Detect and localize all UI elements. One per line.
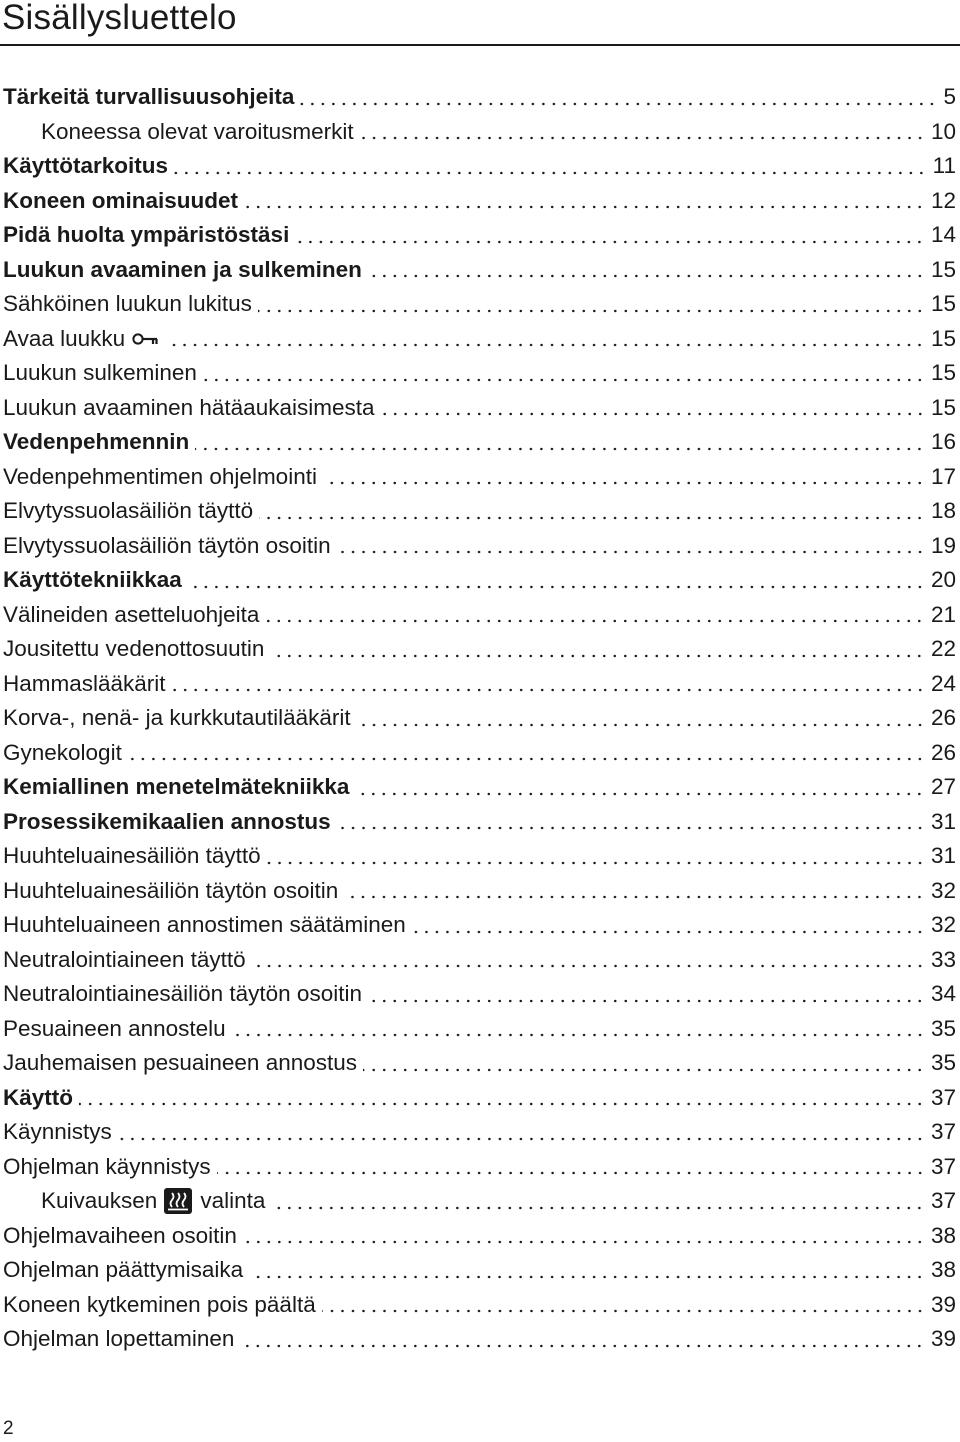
toc-entry-label: Elvytyssuolasäiliön täytön osoitin bbox=[3, 532, 331, 558]
toc-entry-page: 38 bbox=[930, 1222, 956, 1248]
toc-entry[interactable] bbox=[0, 1115, 958, 1150]
dot-leader bbox=[79, 1102, 925, 1106]
dot-leader bbox=[203, 378, 925, 382]
dot-leader bbox=[195, 447, 925, 451]
dot-leader bbox=[337, 826, 925, 830]
toc-entry-label: Koneen ominaisuudet bbox=[3, 187, 239, 213]
toc-entry[interactable] bbox=[0, 460, 958, 495]
toc-entry-page: 32 bbox=[930, 877, 956, 903]
toc-entry-label: Neutralointiainesäiliön täytön osoitin bbox=[3, 981, 362, 1007]
toc-entry-page: 34 bbox=[930, 981, 956, 1007]
dot-leader bbox=[267, 861, 925, 865]
toc-entry[interactable] bbox=[0, 1219, 958, 1254]
toc-entry[interactable] bbox=[0, 563, 958, 598]
dot-leader bbox=[243, 1240, 925, 1244]
toc-entry-label: Pidä huolta ympäristöstäsi bbox=[3, 222, 290, 248]
toc-entry[interactable] bbox=[0, 770, 958, 805]
toc-entry[interactable] bbox=[0, 1081, 958, 1116]
dot-leader bbox=[412, 930, 925, 934]
toc-entry-label: Vedenpehmennin bbox=[3, 429, 190, 455]
toc-entry[interactable] bbox=[0, 391, 958, 426]
toc-entry-label: Tärkeitä turvallisuusohjeita bbox=[3, 84, 295, 110]
toc-entry[interactable] bbox=[0, 115, 958, 150]
toc-entry-page: 19 bbox=[930, 532, 956, 558]
dot-leader bbox=[344, 895, 925, 899]
toc-entry[interactable] bbox=[0, 943, 958, 978]
toc-entry[interactable] bbox=[0, 218, 958, 253]
toc-entry-page: 16 bbox=[930, 429, 956, 455]
toc-entry-page: 35 bbox=[930, 1050, 956, 1076]
dot-leader bbox=[323, 481, 925, 485]
toc-entry-page: 33 bbox=[930, 946, 956, 972]
toc-entry-page: 11 bbox=[932, 153, 956, 179]
drying-icon bbox=[164, 1188, 192, 1214]
dot-leader bbox=[322, 1309, 925, 1313]
toc-entry-page: 17 bbox=[930, 463, 956, 489]
toc-entry-page: 37 bbox=[930, 1188, 956, 1214]
dot-leader bbox=[381, 412, 925, 416]
toc-entry-label: Huuhteluaineen annostimen säätäminen bbox=[3, 912, 406, 938]
toc-entry-label: Ohjelmavaiheen osoitin bbox=[3, 1222, 237, 1248]
toc-entry[interactable] bbox=[0, 632, 958, 667]
toc-entry-page: 10 bbox=[930, 118, 956, 144]
toc-entry-label: Neutralointiaineen täyttö bbox=[3, 946, 246, 972]
dot-leader bbox=[128, 757, 925, 761]
dot-leader bbox=[252, 964, 925, 968]
toc-entry-label: Sähköinen luukun lukitus bbox=[3, 291, 252, 317]
toc-entry-label: Huuhteluainesäiliön täytön osoitin bbox=[3, 877, 339, 903]
dot-leader bbox=[258, 309, 925, 313]
toc-entry-page: 27 bbox=[930, 774, 956, 800]
toc-entry-page: 39 bbox=[930, 1326, 956, 1352]
toc-entry-label: Välineiden asetteluohjeita bbox=[3, 601, 260, 627]
toc-entry-page: 31 bbox=[930, 843, 956, 869]
toc-entry-page: 26 bbox=[930, 739, 956, 765]
dot-leader bbox=[300, 102, 937, 106]
toc-entry[interactable] bbox=[0, 1046, 958, 1081]
dot-leader bbox=[357, 723, 925, 727]
dot-leader bbox=[271, 1206, 925, 1210]
toc-entry[interactable] bbox=[0, 149, 958, 184]
toc-entry-label: Kemiallinen menetelmätekniikka bbox=[3, 774, 350, 800]
toc-entry[interactable] bbox=[0, 667, 958, 702]
toc-entry-page: 14 bbox=[930, 222, 956, 248]
toc-entry[interactable] bbox=[0, 874, 958, 909]
dot-leader bbox=[240, 1344, 925, 1348]
toc-entry-page: 37 bbox=[930, 1153, 956, 1179]
toc-entry-page: 5 bbox=[943, 84, 956, 110]
toc-entry[interactable] bbox=[0, 1184, 958, 1219]
dot-leader bbox=[270, 654, 925, 658]
dot-leader bbox=[174, 171, 927, 175]
toc-entry[interactable] bbox=[0, 494, 958, 529]
toc-entry-label: Jauhemaisen pesuaineen annostus bbox=[3, 1050, 358, 1076]
dot-leader bbox=[355, 792, 925, 796]
toc-entry-label: Prosessikemikaalien annostus bbox=[3, 808, 331, 834]
toc-entry[interactable] bbox=[0, 598, 958, 633]
dot-leader bbox=[168, 343, 925, 347]
toc-entry-label-suffix: valinta bbox=[200, 1188, 266, 1214]
dot-leader bbox=[232, 1033, 925, 1037]
toc-entry[interactable] bbox=[0, 356, 958, 391]
toc-entry-page: 21 bbox=[930, 601, 956, 627]
toc-entry[interactable] bbox=[0, 977, 958, 1012]
toc-entry[interactable] bbox=[0, 1322, 958, 1357]
toc-entry-label: Koneessa olevat varoitusmerkit bbox=[41, 118, 354, 144]
toc-entry[interactable] bbox=[0, 80, 958, 115]
dot-leader bbox=[295, 240, 925, 244]
dot-leader bbox=[172, 688, 925, 692]
toc-entry-page: 24 bbox=[930, 670, 956, 696]
toc-entry[interactable] bbox=[0, 1253, 958, 1288]
toc-entry[interactable] bbox=[0, 322, 958, 357]
dot-leader bbox=[360, 136, 925, 140]
toc-entry-page: 39 bbox=[930, 1291, 956, 1317]
toc-entry-page: 31 bbox=[930, 808, 956, 834]
dot-leader bbox=[363, 1068, 925, 1072]
toc-entry-page: 15 bbox=[930, 394, 956, 420]
toc-entry-page: 32 bbox=[930, 912, 956, 938]
dot-leader bbox=[249, 1275, 925, 1279]
dot-leader bbox=[259, 516, 925, 520]
toc-entry[interactable] bbox=[0, 736, 958, 771]
toc-entry-label: Huuhteluainesäiliön täyttö bbox=[3, 843, 261, 869]
dot-leader bbox=[217, 1171, 925, 1175]
toc-entry[interactable] bbox=[0, 184, 958, 219]
toc-entry-label: Käynnistys bbox=[3, 1119, 112, 1145]
toc-entry-page: 37 bbox=[930, 1084, 956, 1110]
toc-entry-page: 18 bbox=[930, 498, 956, 524]
toc-entry-page: 22 bbox=[930, 636, 956, 662]
toc-entry-page: 37 bbox=[930, 1119, 956, 1145]
toc-entry[interactable] bbox=[0, 908, 958, 943]
toc-entry-label: Käyttötarkoitus bbox=[3, 153, 169, 179]
toc-entry[interactable] bbox=[0, 701, 958, 736]
toc-entry[interactable] bbox=[0, 805, 958, 840]
toc-entry-label: Ohjelman lopettaminen bbox=[3, 1326, 235, 1352]
toc-entry-label: Hammaslääkärit bbox=[3, 670, 166, 696]
toc-entry-page: 12 bbox=[930, 187, 956, 213]
title-divider bbox=[0, 44, 960, 46]
toc-entry-label: Luukun sulkeminen bbox=[3, 360, 197, 386]
toc-entry-label: Ohjelman käynnistys bbox=[3, 1153, 211, 1179]
page-title: Sisällysluettelo bbox=[2, 0, 237, 37]
dot-leader bbox=[337, 550, 925, 554]
toc-entry-page: 15 bbox=[930, 325, 956, 351]
toc-entry-page: 20 bbox=[930, 567, 956, 593]
toc-entry-page: 15 bbox=[930, 256, 956, 282]
toc-entry[interactable] bbox=[0, 1150, 958, 1185]
dot-leader bbox=[188, 585, 925, 589]
toc-entry-label: Kuivauksen bbox=[41, 1188, 158, 1214]
toc-entry-page: 38 bbox=[930, 1257, 956, 1283]
toc-entry-label: Jousitettu vedenottosuutin bbox=[3, 636, 265, 662]
toc-entry-page: 35 bbox=[930, 1015, 956, 1041]
toc-entry-label: Ohjelman päättymisaika bbox=[3, 1257, 244, 1283]
toc-entry-label: Gynekologit bbox=[3, 739, 122, 765]
toc-entry[interactable] bbox=[0, 1288, 958, 1323]
toc-entry[interactable] bbox=[0, 253, 958, 288]
toc-entry-page: 15 bbox=[930, 291, 956, 317]
dot-leader bbox=[265, 619, 925, 623]
table-of-contents bbox=[0, 80, 958, 1357]
toc-entry-label: Käyttö bbox=[3, 1084, 74, 1110]
toc-entry[interactable] bbox=[0, 839, 958, 874]
dot-leader bbox=[244, 205, 925, 209]
toc-entry[interactable] bbox=[0, 425, 958, 460]
dot-leader bbox=[118, 1137, 925, 1141]
toc-entry[interactable] bbox=[0, 287, 958, 322]
dot-leader bbox=[368, 999, 925, 1003]
toc-entry-label: Luukun avaaminen ja sulkeminen bbox=[3, 256, 362, 282]
toc-entry-label: Korva-, nenä- ja kurkkutautilääkärit bbox=[3, 705, 351, 731]
toc-entry-label: Pesuaineen annostelu bbox=[3, 1015, 226, 1041]
toc-entry-label: Koneen kytkeminen pois päältä bbox=[3, 1291, 316, 1317]
toc-entry-label: Luukun avaaminen hätäaukaisimesta bbox=[3, 394, 375, 420]
key-icon bbox=[132, 332, 158, 346]
toc-entry-label: Käyttötekniikkaa bbox=[3, 567, 182, 593]
toc-entry[interactable] bbox=[0, 529, 958, 564]
toc-entry-page: 26 bbox=[930, 705, 956, 731]
toc-entry-label: Avaa luukku bbox=[3, 325, 126, 351]
page-number: 2 bbox=[3, 1418, 14, 1439]
toc-entry-label: Elvytyssuolasäiliön täyttö bbox=[3, 498, 254, 524]
dot-leader bbox=[368, 274, 925, 278]
toc-entry-label: Vedenpehmentimen ohjelmointi bbox=[3, 463, 317, 489]
toc-entry[interactable] bbox=[0, 1012, 958, 1047]
toc-entry-page: 15 bbox=[930, 360, 956, 386]
